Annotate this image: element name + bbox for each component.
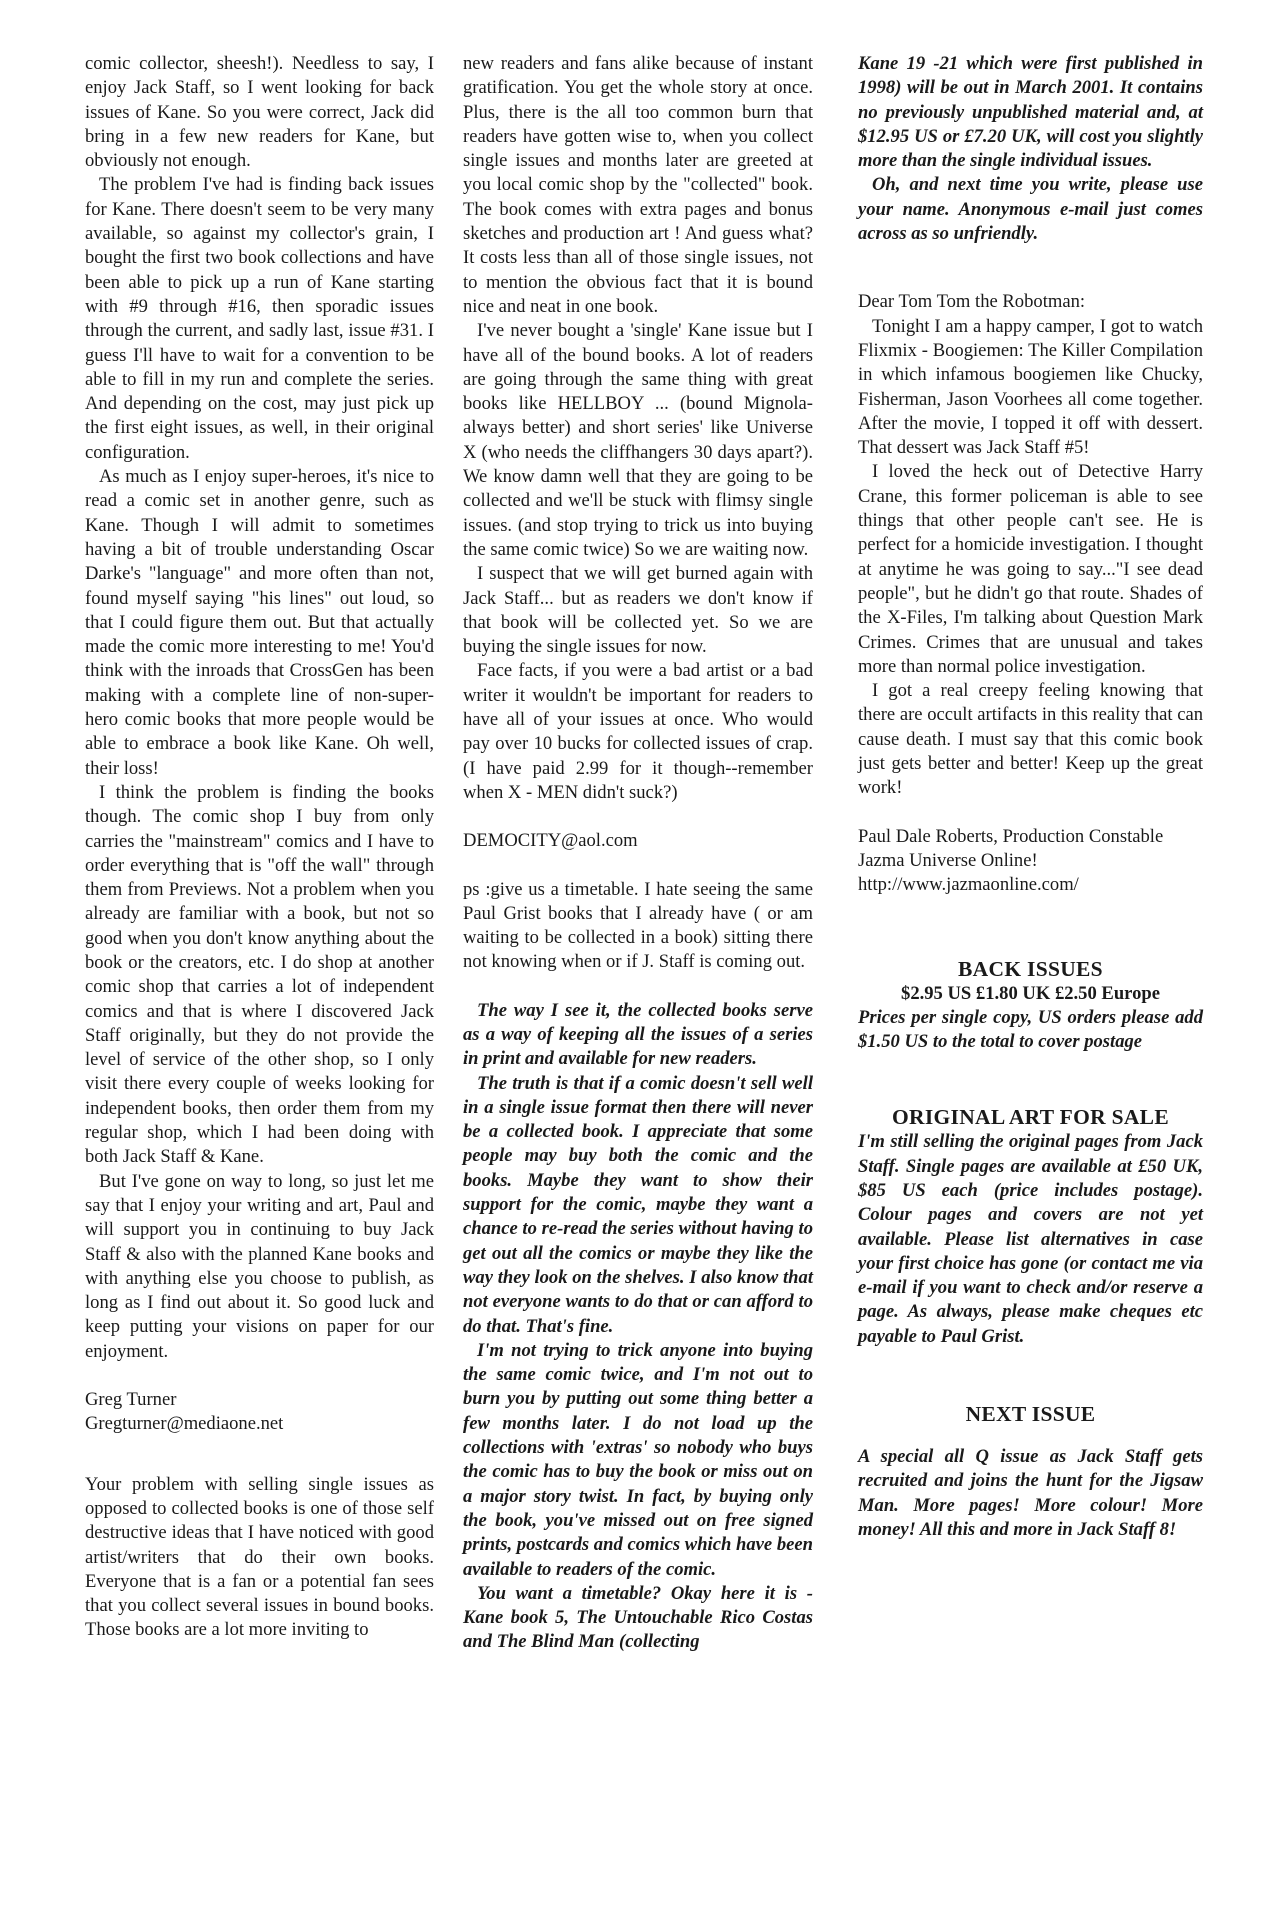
letter3-paragraph-3: I got a real creepy feeling knowing that there are occult artifacts in this reality that can cause death. I must say that this comic book just gets better and better! Keep up the great work! xyxy=(858,680,1203,799)
letter1-paragraph-2: The problem I've had is finding back issues for Kane. There doesn't seem to be very many available, so against my collector's grain, I bought the first two book collections and have been able to pick up a run of Kane starting with #9 through #16, then sporadic issues through the current, and sadly last, issue #31. I guess I'll have to wait for a convention to be able to fill in my run and complete the series. And depending on the cost, may just pick up the first eight issues, as well, in their original configuration. xyxy=(85,174,434,463)
letter3-greeting: Dear Tom Tom the Robotman: xyxy=(858,291,1086,313)
letter1-paragraph-3: As much as I enjoy super-heroes, it's nice to read a comic set in another genre, such as Kane. Though I will admit to sometimes having a bit of trouble understanding Oscar Darke's "language" and more often than not, found myself saying "his lines" out loud, so that I could figure them out. But that actually made the comic more interesting to me! You'd think with the inroads that CrossGen has been making with a complete line of non-super-hero comic books that more people would be able to embrace a book like Kane. Oh well, their loss! xyxy=(85,466,434,779)
letter2-paragraph-5: Face facts, if you were a bad artist or a bad writer it wouldn't be important for readers to have all of your issues at once. Who would pay over 10 bucks for collected issues of crap. (I have paid 2.99 for it though--remember when X - MEN didn't suck?) xyxy=(463,660,813,803)
reply-paragraph-1: The way I see it, the collected books serve as a way of keeping all the issues of a series in print and available for new readers. xyxy=(463,999,813,1070)
letter2-paragraph-1: Your problem with selling single issues as opposed to collected books is one of those self destructive ideas that I have noticed with good artist/writers that do their own books. Everyone that is a fan or a potential fan sees that you collect several issues in bound books. Those books are a lot more inviting to xyxy=(85,1473,434,1641)
column-1 xyxy=(85,52,434,1643)
column-2 xyxy=(463,52,813,1655)
letter1-signature-email: Gregturner@mediaone.net xyxy=(85,1413,284,1435)
letter2-paragraph-2: new readers and fans alike because of instant gratification. You get the whole story at once. Plus, there is the all too common burn that readers have gotten wise to, when you collect single issues and months later are greeted at you local comic shop by the "collected" book. The book comes with extra pages and bonus sketches and production art ! And guess what? It costs less than all of those single issues, not to mention the obvious fact that it is bound nice and neat in one book. xyxy=(463,53,813,317)
letter3-paragraph-1: Tonight I am a happy camper, I got to watch Flixmix - Boogiemen: The Killer Compilation in which infamous boogiemen like Chucky, Fisherman, Jason Voorhees all come together. After the movie, I topped it off with dessert. That dessert was Jack Staff #5! xyxy=(858,315,1203,459)
letter2-paragraph-4: I suspect that we will get burned again with Jack Staff... but as readers we don't know if that book will be collected yet. So we are buying the single issues for now. xyxy=(463,563,813,658)
next-issue-body: A special all Q issue as Jack Staff gets recruited and joins the hunt for the Jigsaw Man. More pages! More colour! More money! All this and more in Jack Staff 8! xyxy=(858,1446,1203,1540)
column-3 xyxy=(858,52,1203,1542)
letter3-signature-name: Paul Dale Roberts, Production Constable xyxy=(858,825,1164,847)
letter3-signature-url: http://www.jazmaonline.com/ xyxy=(858,874,1079,896)
next-issue-heading: NEXT ISSUE xyxy=(965,1402,1096,1427)
original-art-heading: ORIGINAL ART FOR SALE xyxy=(892,1105,1169,1130)
reply-paragraph-2: The truth is that if a comic doesn't sell well in a single issue format then there will never be a collected book. I appreciate that some people may buy both the comic and the books. Maybe they want to show their support for the comic, maybe they want a chance to re-read the series without having to get out all the comics or maybe they like the way they look on the shelves. I also know that not everyone wants to do that or can afford to do that. That's fine. xyxy=(463,1072,813,1337)
letter2-signature-email: DEMOCITY@aol.com xyxy=(463,830,638,852)
back-issues-heading: BACK ISSUES xyxy=(958,956,1103,981)
reply-paragraph-3: I'm not trying to trick anyone into buying the same comic twice, and I'm not out to burn you by putting out some thing better a few months later. I do not load up the collections with 'extras' so nobody who buys the comic has to buy the book or miss out on a major story twist. In fact, by buying only the book, you've missed out on free signed prints, postcards and comics which have been available to readers of the comic. xyxy=(463,1339,813,1580)
letter2-paragraph-3: I've never bought a 'single' Kane issue but I have all of the bound books. A lot of readers are going through the same thing with great books like HELLBOY ... (bound Mignola-always better) and short series' like Universe X (who needs the cliffhangers 30 days apart?). We know damn well that they are going to be collected and we'll be stuck with flimsy single issues. (and stop trying to trick us into buying the same comic twice) So we are waiting now. xyxy=(463,320,813,560)
reply-paragraph-5: Kane 19 -21 which were first published in 1998) will be out in March 2001. It contains no previously unpublished material and, at $12.95 US or £7.20 UK, will cost you slightly more than the single individual issues. xyxy=(858,53,1203,172)
reply-paragraph-6: Oh, and next time you write, please use your name. Anonymous e-mail just comes across as so unfriendly. xyxy=(858,174,1203,245)
back-issues-note: Prices per single copy, US orders please add $1.50 US to the total to cover postage xyxy=(858,1006,1203,1053)
letter3-signature-site: Jazma Universe Online! xyxy=(858,849,1038,871)
letter1-signature-name: Greg Turner xyxy=(85,1389,177,1411)
reply-paragraph-4: You want a timetable? Okay here it is - Kane book 5, The Untouchable Rico Costas and The Blind Man (collecting xyxy=(463,1582,813,1653)
letter1-paragraph-5: But I've gone on way to long, so just let me say that I enjoy your writing and art, Paul and will support you in continuing to buy Jack Staff & also with the planned Kane books and with anything else you choose to publish, as long as I find out about it. So good luck and keep putting your visions on paper for our enjoyment. xyxy=(85,1170,434,1362)
letter2-postscript: ps :give us a timetable. I hate seeing the same Paul Grist books that I already have ( or am waiting to be collected in a book) sitting there not knowing when or if J. Staff is coming out. xyxy=(463,878,813,973)
letter1-paragraph-1: comic collector, sheesh!). Needless to say, I enjoy Jack Staff, so I went looking for back issues of Kane. So you were correct, Jack did bring in a few new readers for Kane, but obviously not enough. xyxy=(85,53,434,172)
letter1-paragraph-4: I think the problem is finding the books though. The comic shop I buy from only carries the "mainstream" comics and I have to order everything that is "off the wall" through them from Previews. Not a problem when you already are familiar with a book, but not so good when you don't know anything about the book or the creators, etc. I do shop at another comic shop that carries a lot of independent comics and that is where I discovered Jack Staff originally, but they do not provide the level of service of the other shop, so I only visit there every couple of weeks looking for independent books, then order them from my regular shop, which I had been doing with both Jack Staff & Kane. xyxy=(85,781,434,1168)
back-issues-prices: $2.95 US £1.80 UK £2.50 Europe xyxy=(901,982,1160,1004)
letter3-paragraph-2: I loved the heck out of Detective Harry Crane, this former policeman is able to see things that other people can't see. He is perfect for a homicide investigation. I thought at anytime he was going to say..."I see dead people", but he didn't go that route. Shades of the X-Files, I'm talking about Question Mark Crimes. Crimes that are unusual and takes more than normal police investigation. xyxy=(858,461,1203,677)
original-art-body: I'm still selling the original pages from Jack Staff. Single pages are available at £50 UK, $85 US each (price includes postage). Colour pages and covers are not yet available. Please list alternatives in case your first choice has gone (or contact me via e-mail if you want to check and/or reserve a page. As always, please make cheques etc payable to Paul Grist. xyxy=(858,1131,1203,1347)
